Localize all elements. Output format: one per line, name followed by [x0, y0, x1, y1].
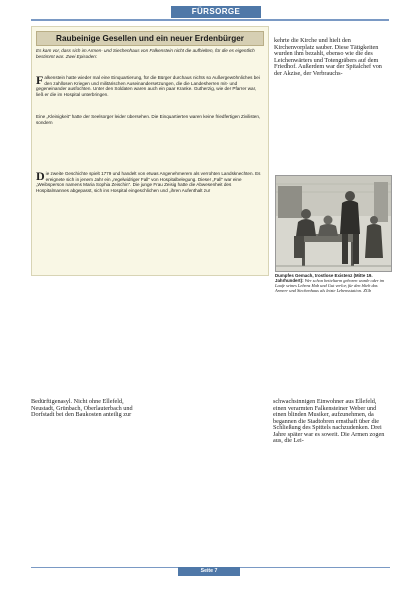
page-number: Seite 7 — [178, 567, 240, 576]
paragraph-3-text: ie zweite Geschichte spielt 1779 und handelt von etwas Angenehmerem als verrohten Landsknechten. Es ereignete sich in jenem Jahr ein „regelwidriger Fall“ von Hospitalbelegung. Dieser „Fall“ war eine „Weibsperson namens Maria Sophia Zeischin“. Die junge Frau Zeisig hatte die Abwesenheit des Hospitalmannes abgepasst, sich ins Hospital eingeschlichen und „ihren Aufenthalt zur — [36, 171, 261, 193]
article-panel — [31, 26, 269, 276]
drop-cap: F — [36, 73, 44, 87]
caption-text: Wer schon betteltarm geboren wurde oder im Laufe seines Lebens Hab und Gut verlor, für den blieb das Armen- und Siechenhaus als letzte Lebensstation. — [275, 278, 385, 293]
paragraph-2: Eine „Kleinigkeit“ hatte der Seelsorger leider übersehen. Die Einquartierten waren keine friedfertigen Zivilisten, sondern — [36, 114, 261, 125]
engraving-illustration — [276, 176, 391, 271]
drop-cap: D — [36, 169, 45, 183]
photo-credit: ZGb — [363, 288, 372, 293]
paragraph-1 — [36, 75, 262, 97]
bottom-left-text: Bedürftigenasyl. Nicht ohne Ellefeld, Neustadt, Grünbach, Oberlauterbach und Dorfstadt bei den Baukosten anteilig zur — [31, 398, 133, 418]
historic-engraving — [275, 175, 392, 272]
section-header: FÜRSORGE — [171, 6, 261, 18]
right-column-text: kehrte die Kirche und hielt den Kirchenvorplatz sauber. Diese Tätigkeiten wurden ihm bezahlt, ebenso wie die des Leichenwärters und Totengräbers auf dem Friedhof. Außerdem war der Spitalchef von der Akzise, der Verbrauchs- — [274, 37, 382, 77]
paragraph-3 — [36, 171, 262, 193]
bottom-right-text: schwachsinnigen Einwohner aus Ellefeld, einen verarmten Falkensteiner Weber und einen blinden Musiker, aufzunehmen, da begannen die Stadtobren ernsthaft über die Schließung des Spittels nachzudenken. Drei Jahre später war es soweit. Die Armen zogen aus, die Lei- — [273, 398, 385, 444]
article-intro: Es kam vor, dass sich im Armen- und Siechenhaus von Falkenstein nicht die aufhielten, für die es eigentlich bestimmt war. Zwei Episoden: — [36, 48, 255, 59]
header-rule — [31, 19, 389, 21]
paragraph-1-text: alkenstein hatte wieder mal eine Einquartierung, für die Bürger durchaus nichts so Außergewöhnliches bei den zahllosen Kriegen und militärischen Auseinandersetzungen, die die Landesherren mit- und gegeneinander ausfochten. Unter den Soldaten waren auch ein paar Kranke. Gutherzig, wie der Pfarrer war, ließ er die im Hospital unterbringen. — [36, 75, 260, 97]
photo-caption — [275, 273, 390, 293]
article-title: Raubeinige Gesellen und ein neuer Erdenbürger — [36, 31, 264, 46]
caption-bold: Dumpfes Gemach, trostlose Existenz (Mitte 19. Jahrhundert): — [275, 273, 373, 283]
